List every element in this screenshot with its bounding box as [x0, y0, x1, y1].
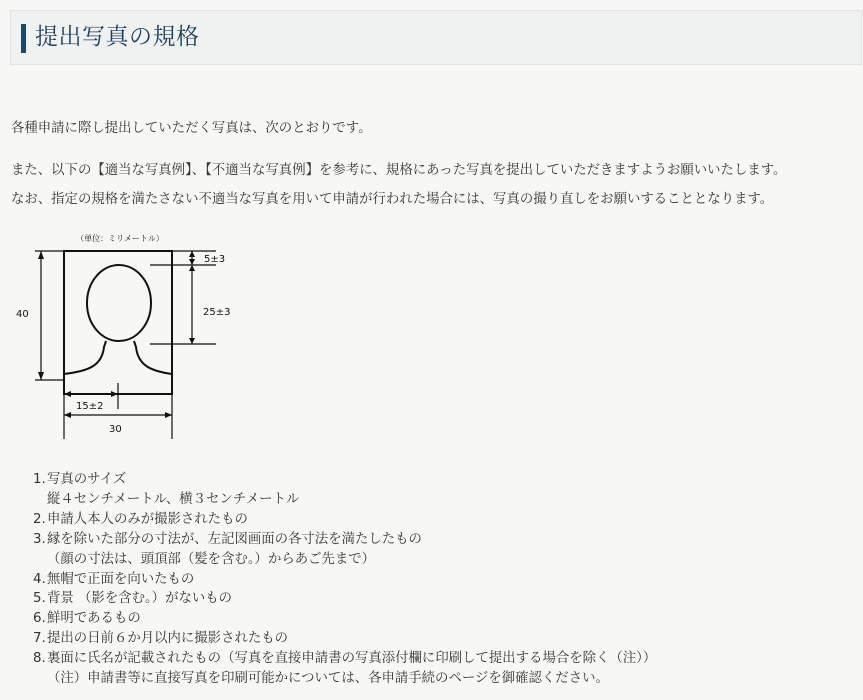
list-item: 6.鮮明であるもの — [33, 611, 141, 627]
intro-text-2: また、以下の【適当な写真例】、【不適当な写真例】を参考に、規格にあった写真を提出していただきますようお願いいたします。 — [11, 163, 787, 178]
list-item: 7.提出の日前６か月以内に撮影されたもの — [33, 631, 289, 647]
photo-frame — [64, 251, 172, 394]
list-item: 5.背景 （影を含む。）がないもの — [33, 591, 233, 607]
dim-total-height: 40 — [16, 309, 29, 320]
head-outline — [87, 265, 151, 341]
header-accent-bar — [21, 24, 26, 53]
list-item: 1.写真のサイズ — [33, 472, 127, 487]
list-item-sub: （顔の寸法は、頭頂部（髪を含む。）からあご先まで） — [47, 551, 376, 567]
list-item: 3.縁を除いた部分の寸法が、左記図画面の各寸法を満たしたもの — [33, 531, 422, 547]
list-item-sub: 縦４センチメートル、横３センチメートル — [47, 491, 300, 507]
spec-list — [33, 470, 656, 689]
list-item: 2.申請人本人のみが撮影されたもの — [33, 511, 248, 527]
list-item: 8.裏面に氏名が記載されたもの（写真を直接申請書の写真添付欄に印刷して提出する場合を除く（注）） — [33, 651, 657, 667]
dim-total-width: 30 — [109, 424, 122, 435]
dim-top-margin: 5±3 — [204, 254, 226, 265]
list-item: 4.無帽で正面を向いたもの — [33, 571, 195, 587]
intro-text-3: なお、指定の規格を満たさない不適当な写真を用いて申請が行われた場合には、写真の撮り直しをお願いすることとなります。 — [11, 192, 774, 207]
dim-face-height: 25±3 — [203, 307, 231, 318]
list-item-sub: （注）申請書等に直接写真を印刷可能かについては、各申請手続のページを御確認ください。 — [47, 671, 609, 687]
shoulders-outline — [64, 341, 172, 374]
section-header — [10, 10, 862, 65]
photo-size-diagram — [10, 229, 260, 449]
intro-text-1: 各種申請に際し提出していただく写真は、次のとおりです。 — [11, 121, 372, 136]
unit-label: （単位：ミリメートル） — [76, 234, 164, 243]
dim-half-width: 15±2 — [76, 401, 104, 412]
page-title: 提出写真の規格 — [35, 24, 200, 50]
